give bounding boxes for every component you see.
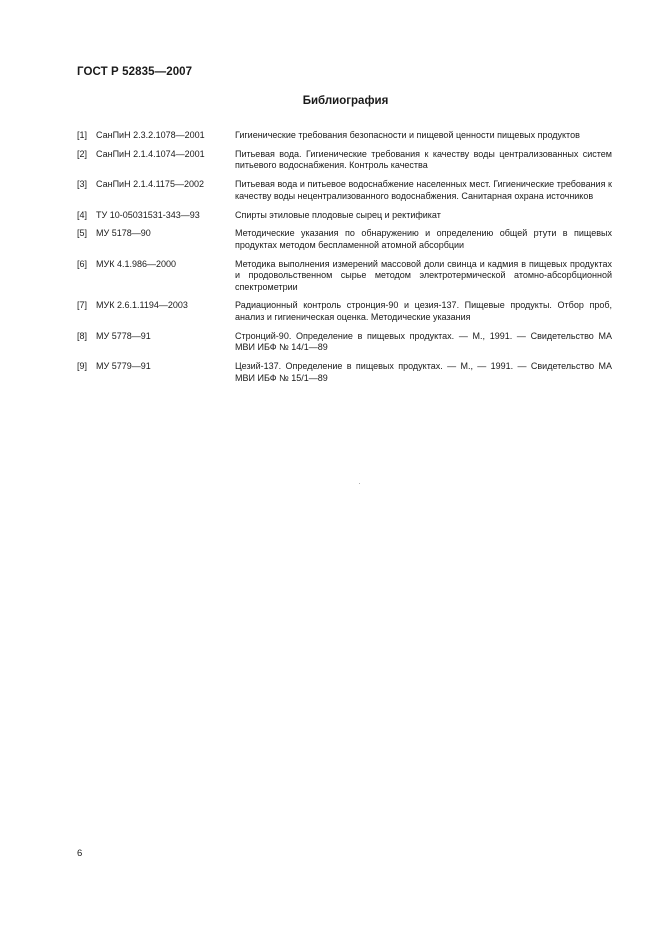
bibliography-list [77, 130, 612, 391]
entry-title: Спирты этиловые плодовые сырец и ректификат [235, 209, 441, 220]
scan-speck [359, 483, 360, 484]
entry-title: Цезий-137. Определение в пищевых продуктах. — М., — 1991. — Свидетельство МА МВИ ИБФ № 15/1—89 [235, 361, 612, 383]
entry-number: [8] [77, 330, 88, 341]
entry-title: Методические указания по обнаружению и определению общей ртути в пищевых продуктах методом беспламенной атомной абсорбции [235, 228, 612, 250]
entry-number: [3] [77, 179, 88, 190]
entry-document-code: СанПиН 2.1.4.1074—2001 [96, 148, 205, 159]
entry-title: Радиационный контроль стронция-90 и цезия-137. Пищевые продукты. Отбор проб, анализ и гигиеническая оценка. Методические указания [235, 300, 612, 322]
entry-document-code: МУ 5178—90 [96, 228, 151, 239]
entry-title: Питьевая вода и питьевое водоснабжение населенных мест. Гигиенические требования к качеству воды нецентрализованного водоснабжения. Санитарная охрана источников [235, 179, 612, 201]
entry-document-code: МУК 4.1.986—2000 [96, 258, 177, 269]
entry-title: Питьевая вода. Гигиенические требования к качеству воды централизованных систем питьевого водоснабжения. Контроль качества [235, 148, 612, 171]
entry-document-code: МУ 5779—91 [96, 361, 151, 372]
entry-document-code: МУК 2.6.1.1194—2003 [96, 300, 188, 311]
bibliography-entry [77, 210, 612, 221]
bibliography-entry [77, 300, 612, 323]
entry-document-code: СанПиН 2.1.4.1175—2002 [96, 179, 204, 190]
entry-number: [2] [77, 148, 88, 159]
section-title: Библиография [302, 95, 389, 107]
bibliography-entry [77, 130, 612, 141]
bibliography-entry [77, 149, 612, 172]
bibliography-entry [77, 361, 612, 384]
document-code-header: ГОСТ Р 52835—2007 [77, 66, 193, 78]
page-number: 6 [77, 848, 83, 859]
entry-number: [9] [77, 361, 88, 372]
entry-title: Стронций-90. Определение в пищевых продуктах. — М., 1991. — Свидетельство МА МВИ ИБФ № 14/1—89 [235, 330, 612, 353]
bibliography-entry [77, 331, 612, 354]
bibliography-entry [77, 179, 612, 202]
entry-title: Гигиенические требования безопасности и пищевой ценности пищевых продуктов [235, 130, 580, 140]
entry-number: [1] [77, 130, 88, 140]
entry-number: [5] [77, 228, 88, 239]
entry-document-code: МУ 5778—91 [96, 330, 151, 341]
entry-number: [4] [77, 209, 88, 220]
bibliography-entry [77, 259, 612, 293]
entry-document-code: СанПиН 2.3.2.1078—2001 [96, 130, 205, 140]
bibliography-entry [77, 228, 612, 251]
entry-number: [6] [77, 258, 88, 269]
entry-number: [7] [77, 300, 88, 311]
entry-document-code: ТУ 10-05031531-343—93 [96, 209, 200, 220]
entry-title: Методика выполнения измерений массовой доли свинца и кадмия в пищевых продуктах и продовольственном сырье методом электротермической атомно-абсорбционной спектрометрии [235, 258, 612, 292]
